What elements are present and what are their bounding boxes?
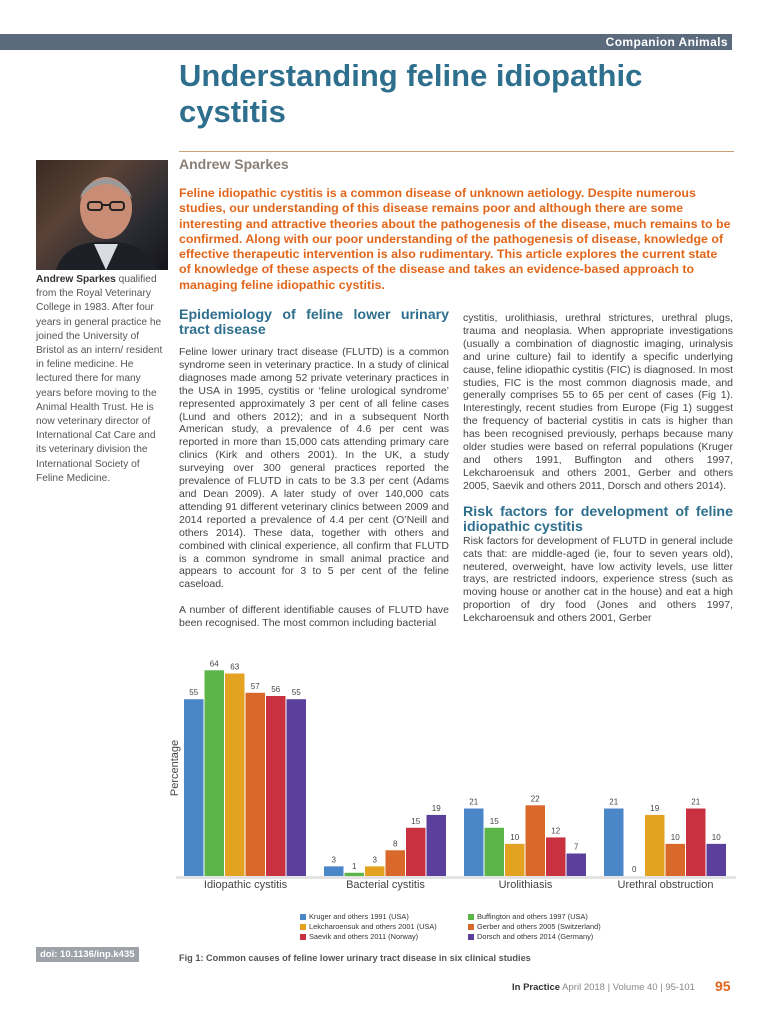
body-column-2 (463, 312, 733, 625)
legend-label: Dorsch and others 2014 (Germany) (477, 932, 594, 941)
figure-1-bar-chart (166, 638, 736, 898)
legend-swatch (468, 934, 474, 940)
bar-value-label: 22 (530, 794, 540, 804)
article-author: Andrew Sparkes (179, 156, 289, 172)
bar (184, 699, 204, 876)
legend-label: Kruger and others 1991 (USA) (309, 912, 409, 921)
author-portrait-icon (36, 160, 168, 270)
figure-caption: Fig 1: Common causes of feline lower urinary tract disease in six clinical studies (179, 953, 531, 963)
article-title: Understanding feline idiopathic cystitis (179, 58, 643, 129)
category-label: Urethral obstruction (617, 879, 714, 891)
bar (225, 674, 245, 877)
legend-item (468, 912, 588, 921)
bar-value-label: 1 (352, 861, 357, 871)
bar (266, 696, 286, 876)
bar (287, 699, 307, 876)
legend-label: Buffington and others 1997 (USA) (477, 912, 588, 921)
page-number: 95 (715, 978, 731, 994)
legend-item (300, 932, 418, 941)
category-label: Idiopathic cystitis (203, 879, 288, 891)
y-axis-label: Percentage (169, 739, 181, 797)
bar-value-label: 57 (250, 681, 260, 691)
bar-value-label: 3 (331, 855, 336, 865)
legend-item (468, 932, 593, 941)
paragraph-epidemiology: Feline lower urinary tract disease (FLUTD) is a common syndrome seen in veterinary practice. In a study of clinical diagnoses made among 52 private veterinary practices in the USA in 1995, cystitis or ‘feline urological syndrome’ represented approximately 3 per cent of all feline cases (Lund and others 2012); and in a subsequent North American study, a prevalence of 4.6 per cent was reported in more than 15,000 cats attending primary care clinics (Kirk and others 2001). In the UK, a study surveying over 300 general practices reported the prevalence of FLUTD in cats to be 3.3 per cent (Adams and Dean 2009). A later study of over 140,000 cats attending 91 different veterinary clinics between 2009 and 2014 reported a prevalence of 4.4 per cent (O’Neill and others 2014). These data, together with others and combined with clinical experience, all confirm that FLUTD is a common syndrome in small animal practice and appears to account for 3 to 5 per cent of the feline caseload. (179, 346, 449, 591)
paragraph-risk-factors: Risk factors for development of FLUTD in general include cats that: are middle-aged (ie, four to seven years old), neutered, overweight, have low activity levels, use litter trays, are restricted indoors, experience stress (such as moving house or another cat in the house) and eat a high proportion of dry food (Jones and others 1997, Lekcharoensuk and others 2001, Gerber (463, 534, 733, 625)
legend-swatch (300, 914, 306, 920)
legend-label: Lekcharoensuk and others 2001 (USA) (309, 922, 437, 931)
heading-risk-factors: Risk factors for development of feline idiopathic cystitis (463, 503, 733, 535)
bar-value-label: 55 (189, 688, 199, 698)
bar (666, 844, 686, 876)
bar-value-label: 21 (691, 797, 701, 807)
paragraph-causes-cont: cystitis, urolithiasis, urethral strictures, urethral plugs, trauma and neoplasia. When appropriate investigations (usually a combination of diagnostic imaging, urinalysis and urine culture) fail to identify a specific underlying cause, feline idiopathic cystitis (FIC) is diagnosed. In most studies, FIC is the most common diagnosis made, and generally comprises 55 to 65 per cent of cases (Fig 1). Interestingly, recent studies from Europe (Fig 1) suggest the frequency of bacterial cystitis in cats is higher than has been recognised previously, perhaps because many older studies were based on referral populations (Kruger and others 1991, Buffington and others 1997, Lekcharoensuk and others 2001, Gerber and others 2005, Saevik and others 2011, Dorsch and others 2014). (463, 312, 733, 492)
doi-label: doi: 10.1136/inp.k435 (36, 947, 139, 962)
category-label: Urolithiasis (498, 879, 553, 891)
title-rule (179, 151, 734, 152)
legend-item (300, 922, 437, 931)
footer-issue: April 2018 | Volume 40 | 95-101 (560, 982, 695, 993)
legend-swatch (300, 934, 306, 940)
article-abstract: Feline idiopathic cystitis is a common disease of unknown aetiology. Despite numerous studies, our understanding of this disease remains poor and although there are some interesting and attractive theories about the pathogenesis of the disease, much remains to be confirmed. Along with our poor understanding of the pathogenesis of disease, knowledge of effective therapeutic intervention is also rudimentary. This article explores the current state of knowledge of these aspects of the disease and takes an evidence-based approach to managing feline idiopathic cystitis. (179, 186, 731, 292)
legend-swatch (468, 924, 474, 930)
bar-value-label: 8 (393, 839, 398, 849)
bar (526, 805, 546, 876)
legend-label: Gerber and others 2005 (Switzerland) (477, 922, 601, 931)
bar (505, 844, 525, 876)
legend-item (300, 912, 409, 921)
bar-value-label: 7 (574, 842, 579, 852)
bar-value-label: 64 (209, 659, 219, 669)
footer-info (512, 982, 695, 993)
bar (406, 828, 426, 876)
bar-value-label: 12 (551, 826, 561, 836)
body-column-1 (179, 308, 449, 630)
bar-value-label: 21 (609, 797, 619, 807)
paragraph-causes: A number of different identifiable causes of FLUTD have been recognised. The most common including bacterial (179, 604, 449, 630)
bar (546, 837, 566, 876)
bar (686, 809, 706, 877)
bar-value-label: 19 (431, 803, 441, 813)
bar (485, 828, 505, 876)
bar-value-label: 15 (489, 816, 499, 826)
bar (345, 873, 365, 876)
bar-value-label: 56 (271, 685, 281, 694)
bar-value-label: 15 (411, 816, 421, 826)
author-bio (36, 273, 168, 486)
legend-swatch (468, 914, 474, 920)
bar (645, 815, 665, 876)
bar (246, 693, 266, 876)
bar-value-label: 10 (711, 832, 721, 842)
footer-journal: In Practice (512, 982, 561, 993)
section-label: Companion Animals (605, 35, 728, 49)
bar (427, 815, 447, 876)
bar (324, 866, 344, 876)
bar-value-label: 10 (510, 832, 520, 842)
heading-epidemiology: Epidemiology of feline lower urinary tract disease (179, 307, 449, 338)
bar (707, 844, 727, 876)
bar-value-label: 19 (650, 803, 660, 813)
bar (205, 670, 225, 876)
author-photo (36, 160, 168, 270)
bar-value-label: 3 (372, 855, 377, 865)
bio-name: Andrew Sparkes (36, 274, 116, 285)
legend-label: Saevik and others 2011 (Norway) (309, 932, 419, 941)
bar-value-label: 55 (291, 688, 301, 698)
legend-item (468, 922, 601, 931)
bar (464, 809, 484, 877)
bar (386, 850, 406, 876)
bar-value-label: 63 (230, 662, 240, 672)
bar-value-label: 21 (469, 797, 479, 807)
legend-swatch (300, 924, 306, 930)
bar-value-label: 10 (670, 832, 680, 842)
bar-value-label: 0 (632, 865, 637, 874)
bio-text: qualified from the Royal Veterinary College in 1983. After four years in general practice he joined the University of Bristol as an intern/ resident in feline medicine. He lectured there for many years before moving to the Animal Health Trust. He is now veterinary director of International Cat Care and its veterinary division the International Society of Feline Medicine. (36, 274, 163, 484)
category-label: Bacterial cystitis (346, 879, 425, 891)
bar (365, 866, 385, 876)
bar (604, 809, 624, 877)
bar (567, 854, 587, 877)
